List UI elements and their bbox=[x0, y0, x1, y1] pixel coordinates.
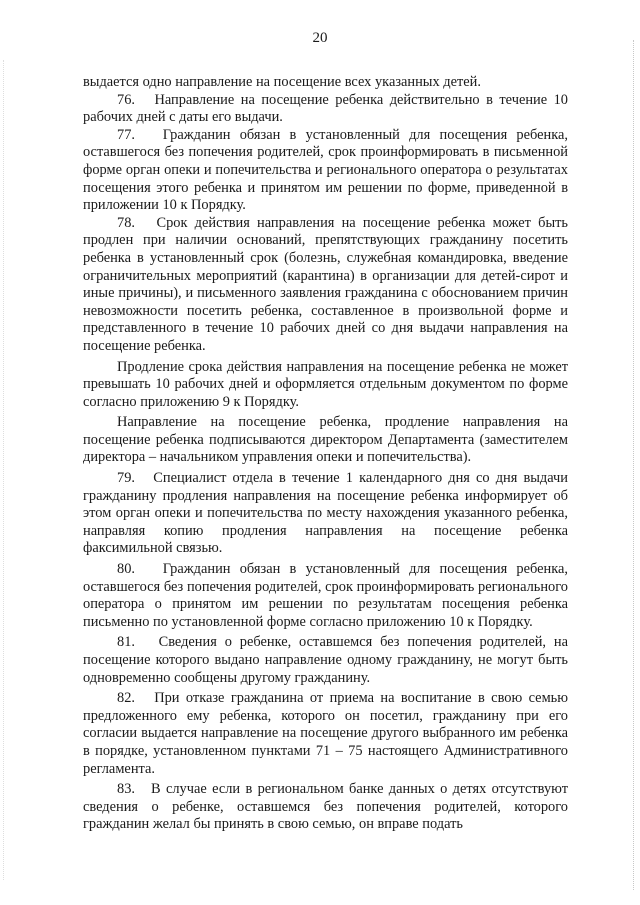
scan-left-edge bbox=[3, 60, 5, 880]
scan-right-edge bbox=[632, 40, 634, 890]
paragraph-78-extension: Продление срока действия направления на посещение ребенка не может превышать 10 рабочих дней и оформляется отдельным документом по форме согласно приложению 9 к Порядку. bbox=[83, 358, 568, 410]
paragraph-81: 81. Сведения о ребенке, оставшемся без попечения родителей, на посещение которого выдано направление одному гражданину, не могут быть одновременно сообщены другому гражданину. bbox=[83, 634, 568, 686]
paragraph-83: 83. В случае если в региональном банке данных о детях отсутствуют сведения о ребенке, оставшемся без попечения родителей, которого гражданин желал бы принять в свою семью, он вправе подать bbox=[83, 781, 568, 833]
document-body bbox=[83, 74, 568, 834]
paragraph-82: 82. При отказе гражданина от приема на воспитание в свою семью предложенного ему ребенка, которого он посетил, гражданину при его согласии выдается направление на посещение другого выбранного им ребенка в порядке, установленном пунктами 71 – 75 настоящего Административного регламента. bbox=[83, 690, 568, 777]
paragraph-continuation: выдается одно направление на посещение всех указанных детей. bbox=[83, 74, 481, 90]
paragraph-79: 79. Специалист отдела в течение 1 календарного дня со дня выдачи гражданину продления направления на посещение ребенка информирует об этом орган опеки и попечительства по месту нахождения указанного ребенка, направляя копию продления направления на посещение ребенка факсимильной связью. bbox=[83, 470, 568, 557]
paragraph-80: 80. Гражданин обязан в установленный для посещения ребенка, оставшегося без попечения родителей, срок проинформировать регионального оператора о принятом им решении по результатам посещения ребенка письменно по установленной форме согласно приложению 10 к Порядку. bbox=[83, 561, 568, 630]
paragraph-76: 76. Направление на посещение ребенка действительно в течение 10 рабочих дней с даты его выдачи. bbox=[83, 91, 568, 126]
paragraph-78-signature: Направление на посещение ребенка, продление направления на посещение ребенка подписываются директором Департамента (заместителем директора – начальником управления опеки и попечительства). bbox=[83, 414, 568, 466]
page-number: 20 bbox=[312, 30, 328, 46]
paragraph-77: 77. Гражданин обязан в установленный для посещения ребенка, оставшегося без попечения родителей, срок проинформировать в письменной форме орган опеки и попечительства и регионального оператора о результатах посещения этого ребенка и принятом им решении по форме, приведенной в приложении 10 к Порядку. bbox=[83, 126, 568, 214]
paragraph-78: 78. Срок действия направления на посещение ребенка может быть продлен при наличии оснований, препятствующих гражданину посетить ребенка в установленный срок (болезнь, служебная командировка, введение ограничительных мероприятий (карантина) в организации для детей-сирот и иные причины), и письменного заявления гражданина с обоснованием причин невозможности посетить ребенка, составленное в произвольной форме и представленного в течение 10 рабочих дней со дня выдачи направления на посещение ребенка. bbox=[83, 214, 568, 354]
